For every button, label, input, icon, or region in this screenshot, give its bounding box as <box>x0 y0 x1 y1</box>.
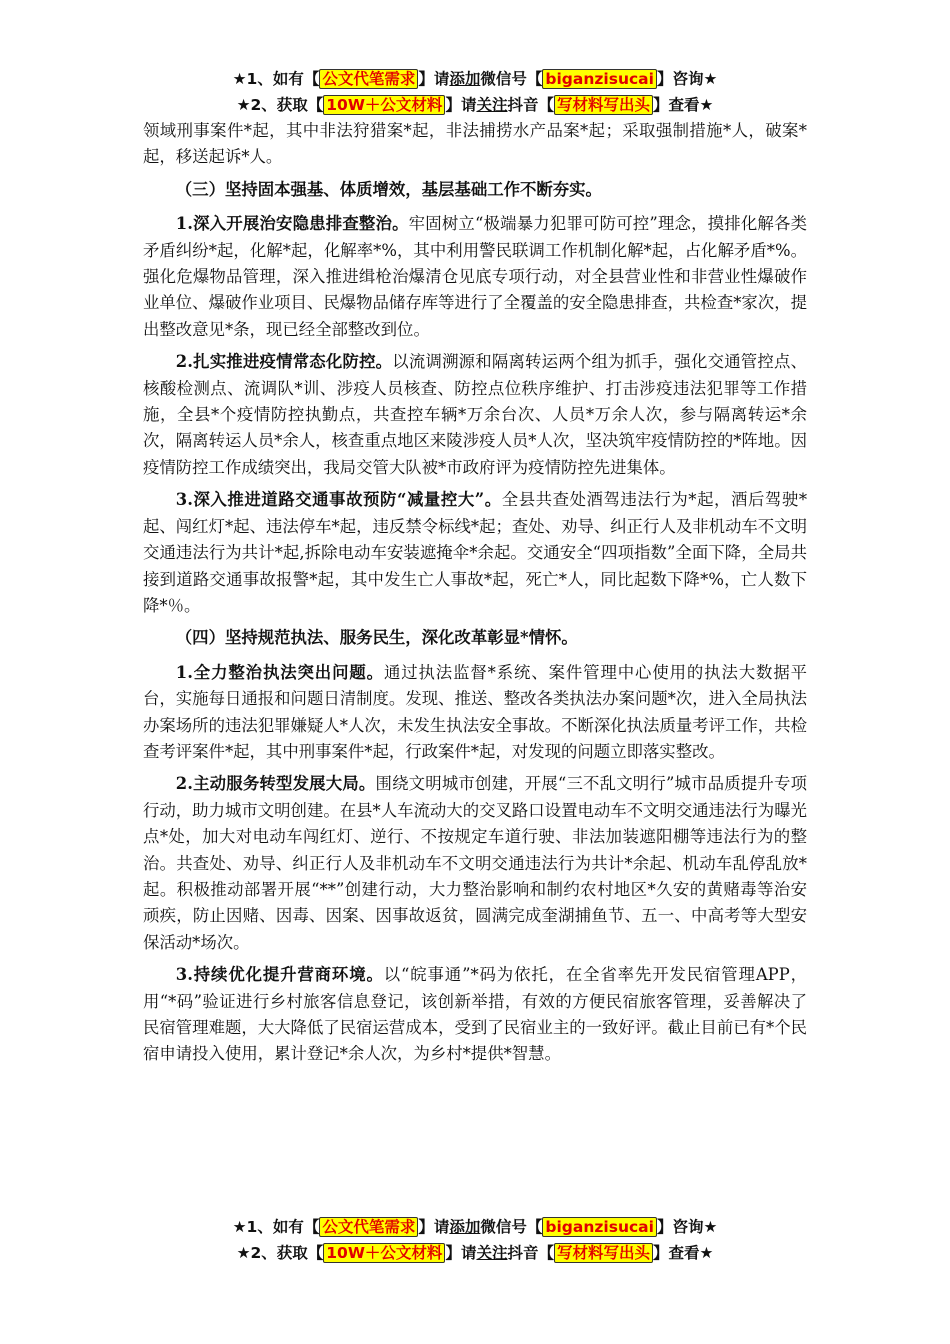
document-body <box>143 118 807 1074</box>
banner-text: 】咨询★ <box>656 70 718 88</box>
banner-underlined: 关注 <box>476 96 508 114</box>
footer-banner <box>0 1214 950 1266</box>
banner-text: ★1、如有【 <box>232 70 320 88</box>
paragraph-1 <box>143 211 807 343</box>
paragraph-title: 3.持续优化提升营商环境。 <box>175 965 384 985</box>
banner-line-1 <box>0 66 950 92</box>
paragraph-title: 1.全力整治执法突出问题。 <box>175 662 384 682</box>
banner-line-2 <box>0 92 950 118</box>
banner-highlight: 10W＋公文材料 <box>323 95 445 115</box>
paragraph-body: 通过执法监督*系统、案件管理中心使用的执法大数据平台，实施每日通报和问题日清制度。发现、推送、整改各类执法办案问题*次，进入全局执法办案场所的违法犯罪嫌疑人*人次，未发生执法安全事故。不断深化执法质量考评工作，共检查考评案件*起，其中刑事案件*起，行政案件*起，对发现的问题立即落实整改。 <box>143 662 807 761</box>
banner-line-1 <box>0 1214 950 1240</box>
banner-text: 微信号【 <box>480 1218 543 1236</box>
paragraph-title: 2.扎实推进疫情常态化防控。 <box>175 352 393 372</box>
banner-text: 抖音【 <box>507 96 554 114</box>
banner-text: 】请 <box>418 1218 450 1236</box>
paragraph-body: 全县共查处酒驾违法行为*起，酒后驾驶*起、闯红灯*起、违法停车*起，违反禁令标线*起；查处、劝导、纠正行人及非机动车不文明交通违法行为共计*起,拆除电动车安装遮掩伞*余起。交通安全“四项指数”全面下降，全局共接到道路交通事故报警*起，其中发生亡人事故*起，死亡*人，同比起数下降*%，亡人数下降*％。 <box>143 490 808 615</box>
paragraph-3 <box>143 487 807 619</box>
banner-text: ★2、获取【 <box>236 1244 324 1262</box>
banner-text: 】查看★ <box>653 1244 714 1262</box>
banner-highlight: 10W＋公文材料 <box>323 1243 445 1263</box>
paragraph-6 <box>143 962 807 1068</box>
banner-text: 】咨询★ <box>656 1218 718 1236</box>
paragraph-title: 1.深入开展治安隐患排查整治。 <box>175 214 409 234</box>
banner-text: 】请 <box>418 70 450 88</box>
banner-text: 抖音【 <box>507 1244 554 1262</box>
paragraph-title: 2.主动服务转型发展大局。 <box>175 774 376 794</box>
banner-text: 】查看★ <box>653 96 714 114</box>
paragraph-2 <box>143 349 807 481</box>
banner-underlined: 添加 <box>449 1218 481 1236</box>
banner-text: ★1、如有【 <box>232 1218 320 1236</box>
banner-text: 】请 <box>445 96 477 114</box>
paragraph-4 <box>143 660 807 766</box>
banner-text: 】请 <box>445 1244 477 1262</box>
paragraph-body: 以流调溯源和隔离转运两个组为抓手，强化交通管控点、核酸检测点、流调队*训、涉疫人员核查、防控点位秩序维护、打击涉疫违法犯罪等工作措施，全县*个疫情防控执勤点，共查控车辆*万余台次、人员*万余人次，参与隔离转运*余次，隔离转运人员*余人，核查重点地区来陵涉疫人员*人次，坚决筑牢疫情防控的*阵地。因疫情防控工作成绩突出，我局交管大队被*市政府评为疫情防控先进集体。 <box>143 352 807 477</box>
banner-underlined: 添加 <box>449 70 481 88</box>
banner-highlight: 公文代笔需求 <box>319 69 418 89</box>
banner-highlight: biganzisucai <box>542 69 657 89</box>
paragraph-title: 3.深入推进道路交通事故预防“减量控大”。 <box>175 490 502 510</box>
banner-highlight: 公文代笔需求 <box>319 1217 418 1237</box>
banner-text: ★2、获取【 <box>236 96 324 114</box>
header-banner <box>0 66 950 118</box>
paragraph-body: 围绕文明城市创建，开展“三不乱文明行”城市品质提升专项行动，助力城市文明创建。在县*人车流动大的交叉路口设置电动车不文明交通违法行为曝光点*处，加大对电动车闯红灯、逆行、不按规定车道行驶、非法加装遮阳棚等违法行为的整治。共查处、劝导、纠正行人及非机动车不文明交通违法行为共计*余起、机动车乱停乱放*起。积极推动部署开展“**”创建行动，大力整治影响和制约农村地区*久安的黄赌毒等治安顽疾，防止因赌、因毒、因案、因事故返贫，圆满完成奎湖捕鱼节、五一、中高考等大型安保活动*场次。 <box>143 774 807 952</box>
paragraph-5 <box>143 771 807 956</box>
section-heading-4: （四）坚持规范执法、服务民生，深化改革彰显*情怀。 <box>175 628 578 648</box>
paragraph-body: 牢固树立“极端暴力犯罪可防可控”理念，摸排化解各类矛盾纠纷*起，化解*起，化解率*%，其中利用警民联调工作机制化解*起，占化解矛盾*%。强化危爆物品管理，深入推进缉枪治爆清仓见底专项行动，对全县营业性和非营业性爆破作业单位、爆破作业项目、民爆物品储存库等进行了全覆盖的安全隐患排查，共检查*家次，提出整改意见*条，现已经全部整改到位。 <box>143 214 807 339</box>
banner-underlined: 关注 <box>476 1244 508 1262</box>
banner-text: 微信号【 <box>480 70 543 88</box>
banner-highlight: 写材料写出头 <box>554 1243 653 1263</box>
banner-highlight: biganzisucai <box>542 1217 657 1237</box>
banner-highlight: 写材料写出头 <box>554 95 653 115</box>
banner-line-2 <box>0 1240 950 1266</box>
paragraph: 领域刑事案件*起，其中非法狩猎案*起，非法捕捞水产品案*起；采取强制措施*人，破案*起，移送起诉*人。 <box>143 121 807 167</box>
paragraph-body: 以“皖事通”*码为依托，在全省率先开发民宿管理APP，用“*码”验证进行乡村旅客信息登记，该创新举措，有效的方便民宿旅客管理，妥善解决了民宿管理难题，大大降低了民宿运营成本，受到了民宿业主的一致好评。截止目前已有*个民宿申请投入使用，累计登记*余人次，为乡村*提供*智慧。 <box>143 965 807 1064</box>
section-heading-3: （三）坚持固本强基、体质增效，基层基础工作不断夯实。 <box>175 179 602 199</box>
